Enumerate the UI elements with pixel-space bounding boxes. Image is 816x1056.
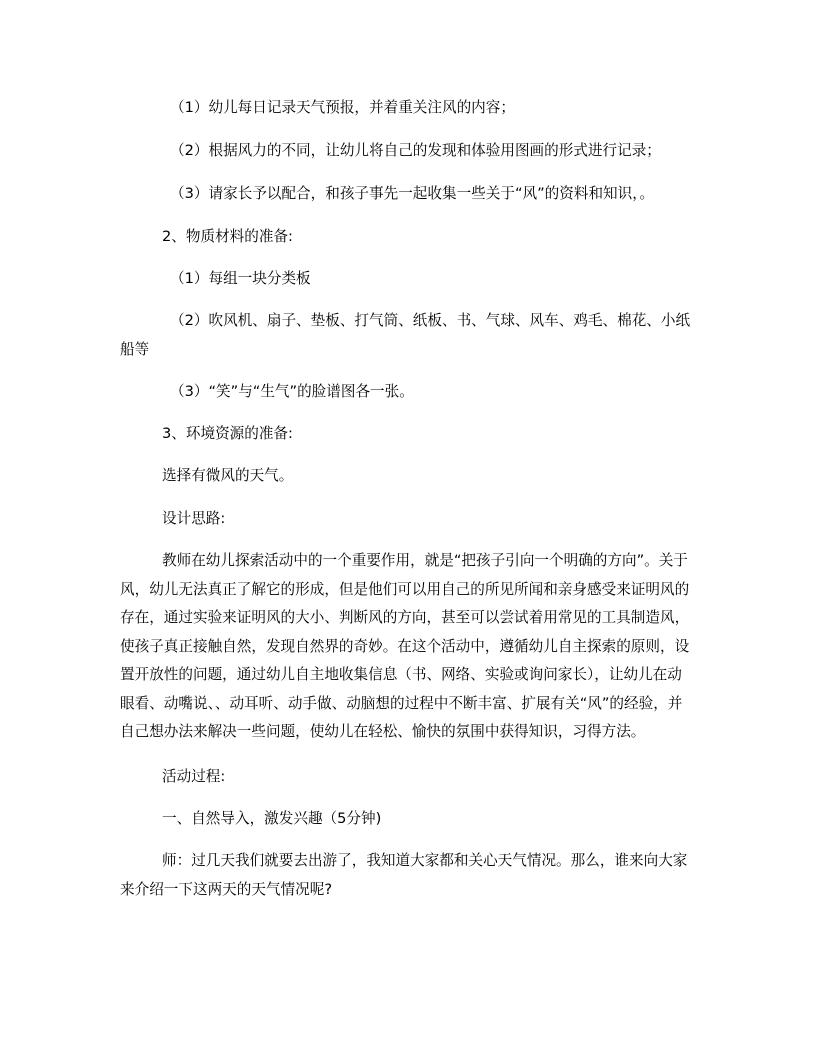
section-heading-environment: 3、环境资源的准备: [162, 425, 293, 442]
paragraph-breeze: 选择有微风的天气。 [162, 467, 294, 484]
list-item-face-charts: （3）“笑”与“生气”的脸谱图各一张。 [170, 383, 414, 400]
list-item-tools: （2）吹风机、扇子、垫板、打气筒、纸板、书、气球、风车、鸡毛、棉花、小纸船等 [120, 312, 691, 358]
section-heading-materials: 2、物质材料的准备: [162, 228, 293, 245]
list-item-wind-drawing: （2）根据风力的不同，让幼儿将自己的发现和体验用图画的形式进行记录； [170, 142, 661, 159]
paragraph-design-idea: 教师在幼儿探索活动中的一个重要作用，就是“把孩子引向一个明确的方向”。关于风，幼儿无法真正了解它的形成，但是他们可以用自己的所见所闻和亲身感受来证明风的存在，通过实验来证明风的大小、判断风的方向，甚至可以尝试着用常见的工具制造风，使孩子真正接触自然，发现自然界的奇妙。在这个活动中，遵循幼儿自主探索的原则，设置开放性的问题，通过幼儿自主地收集信息（书、网络、实验或询问家长），让幼儿在动眼看、动嘴说、、动耳听、动手做、动脑想的过程中不断丰富、扩展有关“风”的经验，并自己想办法来解决一些问题，使幼儿在轻松、愉快的氛围中获得知识，习得方法。 [120, 552, 690, 740]
section-heading-intro: 一、自然导入，激发兴趣（5分钟) [162, 810, 382, 827]
list-item-weather-record: （1）幼儿每日记录天气预报，并着重关注风的内容； [170, 99, 515, 116]
paragraph-teacher-dialogue: 师：过几天我们就要去出游了，我知道大家都和关心天气情况。那么，谁来向大家来介绍一下这两天的天气情况呢? [120, 852, 688, 898]
list-item-sorting-board: （1）每组一块分类板 [170, 270, 311, 287]
section-heading-process: 活动过程: [162, 768, 226, 785]
section-heading-design: 设计思路: [162, 510, 226, 527]
list-item-parent-cooperation: （3）请家长予以配合，和孩子事先一起收集一些关于“风”的资料和知识，。 [170, 185, 655, 202]
